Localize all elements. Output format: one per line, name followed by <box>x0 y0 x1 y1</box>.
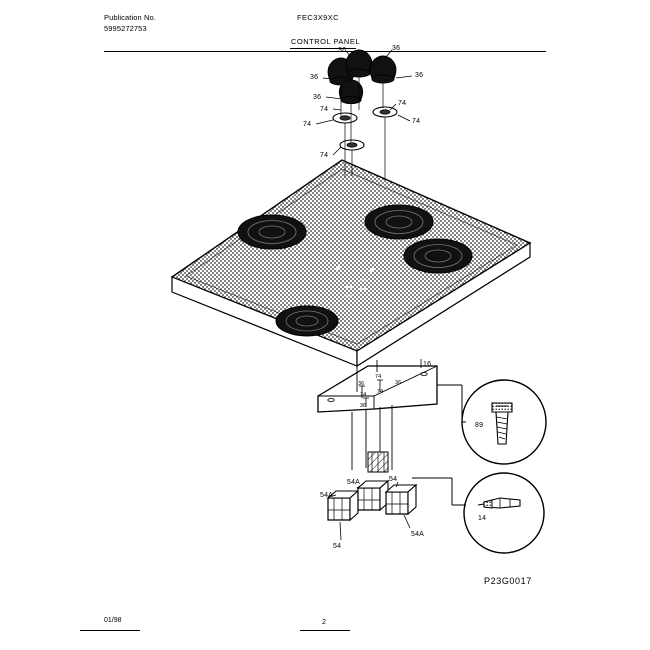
callout-number: 36 <box>395 380 402 386</box>
callout-number: 54A <box>347 479 361 486</box>
footer-page-number: 2 <box>322 619 326 626</box>
callout-number: 36 <box>358 381 365 387</box>
callout-number: 74 <box>360 392 367 398</box>
callout-number: 74 <box>320 106 329 113</box>
publication-label: Publication No. <box>104 13 156 22</box>
callout-number: 36 <box>313 94 322 101</box>
switch-block-right <box>386 485 416 514</box>
callout-number: 36 <box>310 74 319 81</box>
switch-block-middle <box>358 481 388 510</box>
knob-assembly-group <box>328 50 397 180</box>
control-panel-bracket <box>318 360 437 412</box>
model-number: FEC3X9XC <box>297 13 339 22</box>
callout-number: 16 <box>423 361 432 368</box>
knob-bezel-2 <box>373 107 397 117</box>
callout-number: 74 <box>412 118 421 125</box>
callout-number: 54A <box>411 531 425 538</box>
callout-number: 54 <box>333 543 342 550</box>
callout-number: 36 <box>338 47 347 54</box>
footer-date: 01/98 <box>104 617 122 624</box>
knob-bezel-3 <box>340 140 364 150</box>
knob-2 <box>346 50 372 77</box>
switch-block-group <box>328 405 416 540</box>
callout-number: 36 <box>392 45 401 52</box>
callout-number: 74 <box>320 152 329 159</box>
callout-number: 74 <box>377 389 384 395</box>
callout-number: 74 <box>375 374 382 380</box>
callout-number: 89 <box>475 422 484 429</box>
callout-number: 14 <box>478 515 487 522</box>
diagram-code: P23G0017 <box>484 576 532 586</box>
knob-bezel-1 <box>333 113 357 123</box>
callout-number: 54A <box>320 492 334 499</box>
callout-number: 74 <box>398 100 407 107</box>
callout-number: 36 <box>415 72 424 79</box>
section-title: CONTROL PANEL <box>291 37 361 46</box>
knob-3 <box>370 56 396 83</box>
callout-number: 54 <box>389 476 398 483</box>
cooktop-surface <box>172 160 530 366</box>
callout-number: 74 <box>303 121 312 128</box>
detail-bubble-screw <box>437 380 546 464</box>
detail-bubble-terminal <box>412 473 544 553</box>
callout-number: 36 <box>360 403 367 409</box>
publication-number: 5995272753 <box>104 24 147 33</box>
